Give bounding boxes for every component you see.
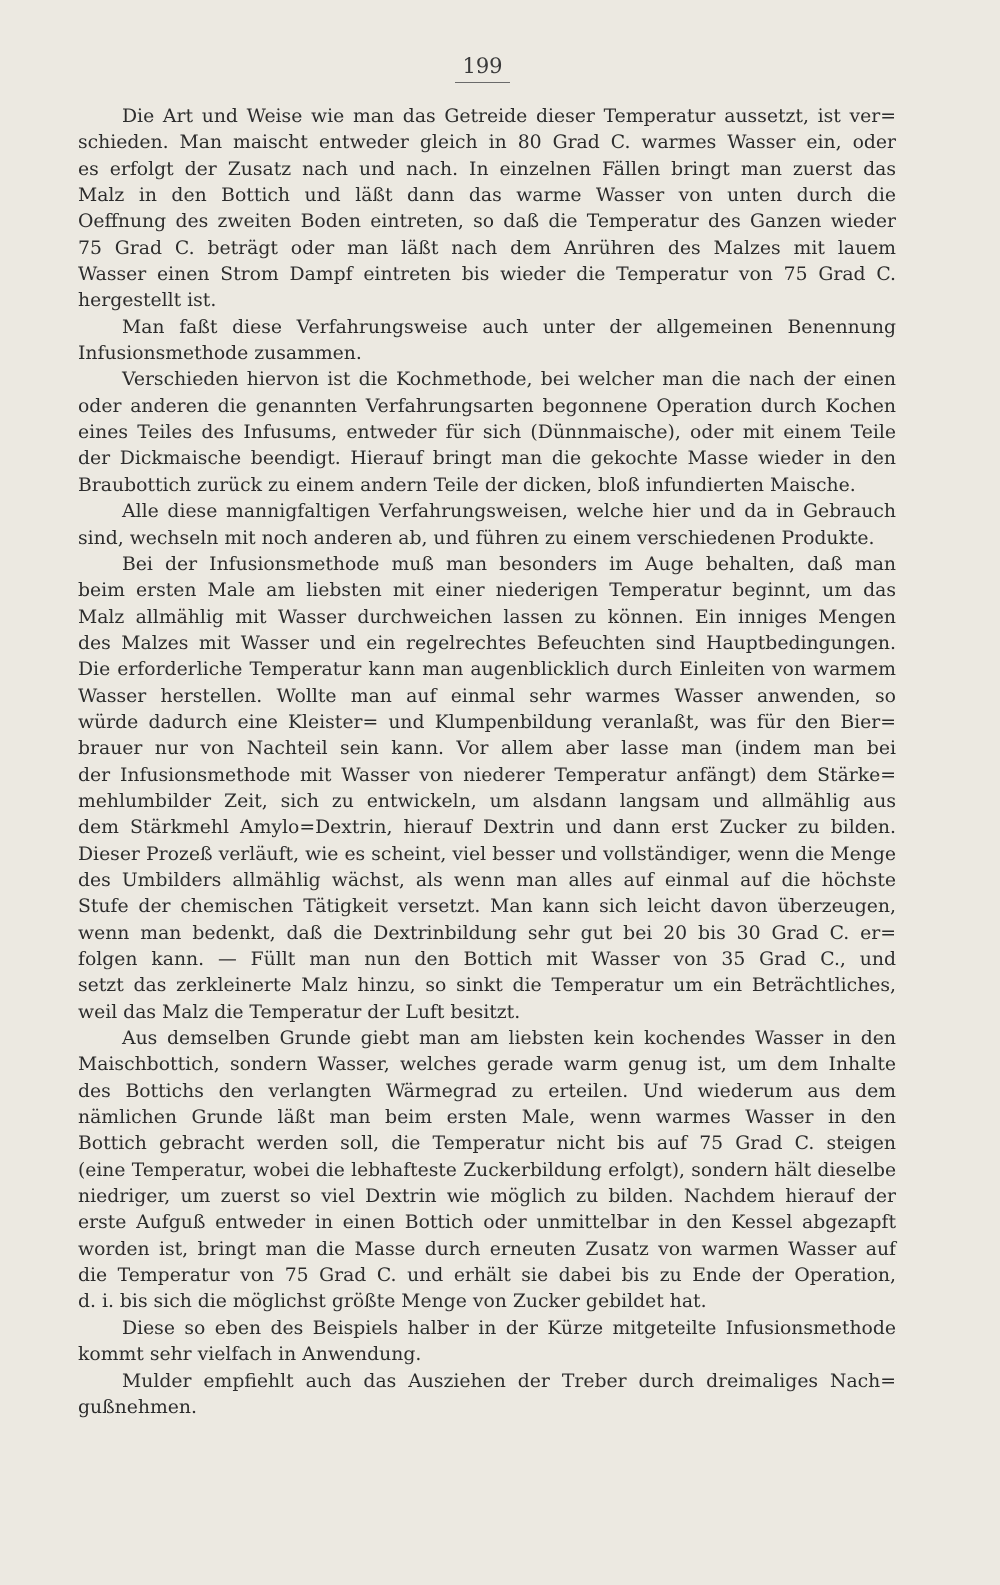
text-line: dem Stärkmehl Amylo=Dextrin, hierauf Dextrin und dann erst Zucker zu bilden. [78, 817, 896, 839]
text-line: erste Aufguß entweder in einen Bottich oder unmittelbar in den Kessel abgezapft [78, 1212, 896, 1234]
text-line: schieden. Man maischt entweder gleich in 80 Grad C. warmes Wasser ein, oder [78, 132, 896, 154]
text-line: wenn man bedenkt, daß die Dextrinbildung sehr gut bei 20 bis 30 Grad C. er= [78, 922, 896, 944]
page-number: 199 [455, 54, 510, 83]
text-line: Wasser einen Strom Dampf eintreten bis wieder die Temperatur von 75 Grad C. [78, 264, 896, 286]
text-line: der Dickmaische beendigt. Hierauf bringt man die gekochte Masse wieder in den [78, 448, 896, 470]
text-line: Aus demselben Grunde giebt man am liebsten kein kochendes Wasser in den [122, 1028, 896, 1050]
text-line: sind, wechseln mit noch anderen ab, und führen zu einem verschiedenen Produkte. [78, 527, 875, 549]
text-line: (eine Temperatur, wobei die lebhafteste Zuckerbildung erfolgt), sondern hält dieselbe [78, 1159, 896, 1181]
text-line: Oeffnung des zweiten Boden eintreten, so daß die Temperatur des Ganzen wieder [78, 211, 896, 233]
text-line: Alle diese mannigfaltigen Verfahrungsweisen, welche hier und da in Gebrauch [122, 501, 896, 523]
text-line: der Infusionsmethode mit Wasser von niederer Temperatur anfängt) dem Stärke= [78, 764, 896, 786]
text-line: nämlichen Grunde läßt man beim ersten Male, wenn warmes Wasser in den [78, 1107, 896, 1129]
text-line: Braubottich zurück zu einem andern Teile der dicken, bloß infundierten Maische. [78, 474, 856, 496]
text-line: Man faßt diese Verfahrungsweise auch unter der allgemeinen Benennung [122, 316, 896, 338]
text-line: würde dadurch eine Kleister= und Klumpenbildung veranlaßt, was für den Bier= [78, 711, 896, 733]
text-line: Verschieden hiervon ist die Kochmethode, bei welcher man die nach der einen [122, 369, 896, 391]
text-line: weil das Malz die Temperatur der Luft besitzt. [78, 1001, 521, 1023]
text-line: Bottich gebracht werden soll, die Temperatur nicht bis auf 75 Grad C. steigen [78, 1133, 896, 1155]
body-text [78, 104, 896, 1421]
text-line: des Bottichs den verlangten Wärmegrad zu erteilen. Und wiederum aus dem [78, 1080, 896, 1102]
text-line: folgen kann. — Füllt man nun den Bottich mit Wasser von 35 Grad C., und [78, 949, 896, 970]
text-line: Stufe der chemischen Tätigkeit versetzt. Man kann sich leicht davon überzeugen, [78, 896, 896, 918]
text-line: d. i. bis sich die möglichst größte Menge von Zucker gebildet hat. [78, 1291, 707, 1313]
text-line: 75 Grad C. beträgt oder man läßt nach dem Anrühren des Malzes mit lauem [78, 237, 896, 259]
text-line: Die erforderliche Temperatur kann man augenblicklich durch Einleiten von warmem [78, 659, 896, 681]
text-line: Dieser Prozeß verläuft, wie es scheint, viel besser und vollständiger, wenn die Menge [78, 843, 896, 865]
text-line: es erfolgt der Zusatz nach und nach. In einzelnen Fällen bringt man zuerst das [78, 158, 896, 180]
text-line: die Temperatur von 75 Grad C. und erhält sie dabei bis zu Ende der Operation, [78, 1265, 896, 1287]
text-line: hergestellt ist. [78, 290, 217, 312]
text-line: oder anderen die genannten Verfahrungsarten begonnene Operation durch Kochen [78, 395, 896, 417]
text-line: des Umbilders allmählig wächst, als wenn man alles auf einmal auf die höchste [78, 869, 896, 891]
text-line: Wasser herstellen. Wollte man auf einmal sehr warmes Wasser anwenden, so [78, 685, 896, 707]
text-line: eines Teiles des Infusums, entweder für sich (Dünnmaische), oder mit einem Teile [78, 422, 896, 444]
text-line: Die Art und Weise wie man das Getreide dieser Temperatur aussetzt, ist ver= [122, 106, 896, 127]
text-line: Malz allmählig mit Wasser durchweichen lassen zu können. Ein inniges Mengen [78, 606, 896, 628]
text-line: Diese so eben des Beispiels halber in der Kürze mitgeteilte Infusionsmethode [122, 1317, 896, 1339]
text-line: Infusionsmethode zusammen. [78, 343, 362, 365]
text-line: brauer nur von Nachteil sein kann. Vor allem aber lasse man (indem man bei [78, 738, 896, 760]
text-line: niedriger, um zuerst so viel Dextrin wie möglich zu bilden. Nachdem hierauf der [78, 1186, 896, 1208]
text-line: Bei der Infusionsmethode muß man besonders im Auge behalten, daß man [122, 553, 896, 575]
text-line: Malz in den Bottich und läßt dann das warme Wasser von unten durch die [78, 185, 896, 207]
text-line: mehlumbilder Zeit, sich zu entwickeln, um alsdann langsam und allmählig aus [78, 790, 896, 812]
text-line: kommt sehr vielfach in Anwendung. [78, 1344, 422, 1366]
text-line: setzt das zerkleinerte Malz hinzu, so sinkt die Temperatur um ein Beträchtliches, [78, 975, 896, 997]
text-line: Mulder empfiehlt auch das Ausziehen der Treber durch dreimaliges Nach= [122, 1370, 896, 1392]
text-line: beim ersten Male am liebsten mit einer niederigen Temperatur beginnt, um das [78, 580, 896, 602]
text-line: gußnehmen. [78, 1396, 197, 1418]
text-line: Maischbottich, sondern Wasser, welches gerade warm genug ist, um dem Inhalte [78, 1054, 896, 1076]
text-line: des Malzes mit Wasser und ein regelrechtes Befeuchten sind Hauptbedingungen. [78, 632, 896, 654]
text-line: worden ist, bringt man die Masse durch erneuten Zusatz von warmen Wasser auf [78, 1238, 896, 1260]
